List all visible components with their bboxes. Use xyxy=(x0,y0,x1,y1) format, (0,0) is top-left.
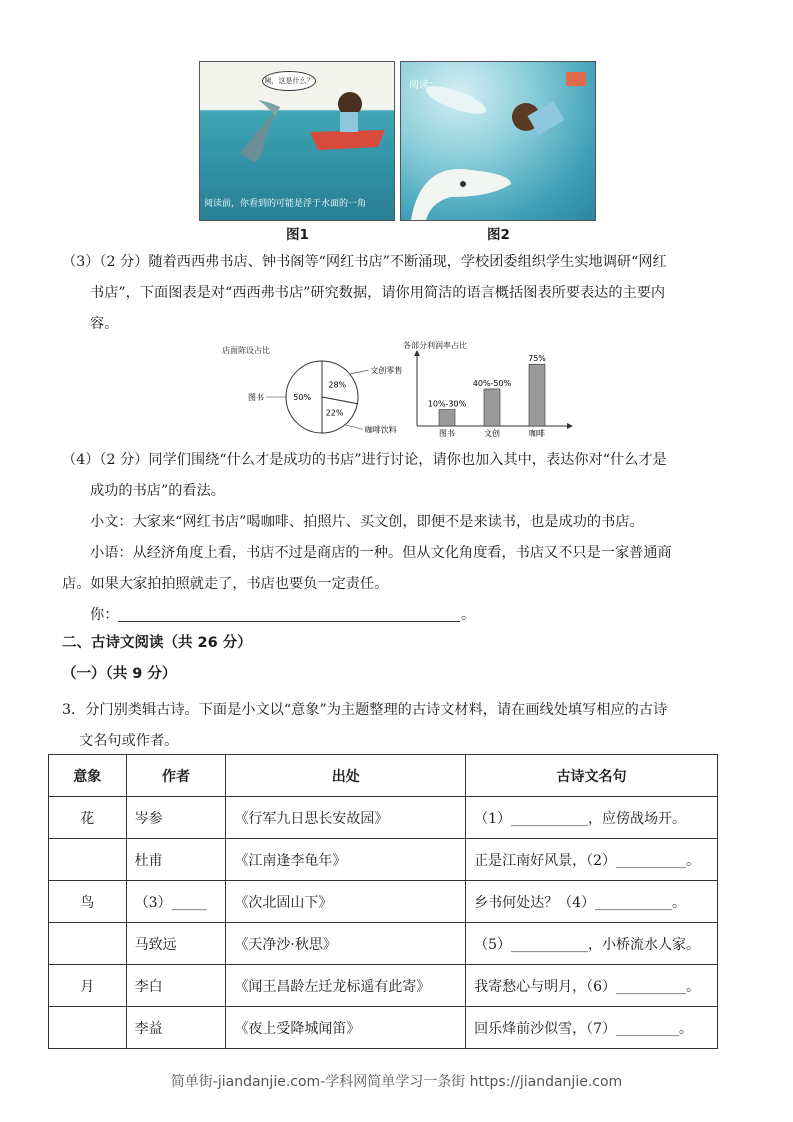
figure-1-caption: 阅读前，你看到的可能是浮于水面的一角 xyxy=(204,199,367,209)
table-row xyxy=(49,923,718,965)
answer-period: 。 xyxy=(461,607,476,623)
cell-verse[interactable]: 乡书何处达？（4）___________。 xyxy=(466,881,718,923)
table-row xyxy=(49,881,718,923)
pie-percent-label: 22% xyxy=(325,408,344,418)
cell-source: 《闻王昌龄左迁龙标遥有此寄》 xyxy=(226,965,466,1007)
pie-leader-line xyxy=(345,425,363,430)
cell-imagery: 月 xyxy=(49,965,127,1007)
cell-source: 《夜上受降城闻笛》 xyxy=(226,1007,466,1049)
cell-verse[interactable]: 回乐烽前沙似雪，（7）_________。 xyxy=(466,1007,718,1049)
pie-category-label: 图书 xyxy=(248,393,264,402)
cell-verse[interactable]: （1）___________，应傍战场开。 xyxy=(466,797,718,839)
cell-author: 马致远 xyxy=(126,923,226,965)
bar-data-label: 75% xyxy=(528,354,546,364)
figure-2-label: 图2 xyxy=(487,227,510,243)
bar-category-label: 咖啡 xyxy=(529,429,545,438)
section-2-sub: （一）（共 9 分） xyxy=(62,666,177,682)
q4-line-1: （4）（2 分）同学们围绕“什么才是成功的书店”进行讨论，请你也加入其中，表达你对“什么才是 xyxy=(62,452,667,468)
cell-source: 《行军九日思长安故园》 xyxy=(226,797,466,839)
bar-data-label: 10%-30% xyxy=(427,399,467,409)
cell-verse[interactable]: （5）___________，小桥流水人家。 xyxy=(466,923,718,965)
cell-source: 《江南逢李龟年》 xyxy=(226,839,466,881)
answer-blank-line[interactable] xyxy=(118,621,460,622)
figure-1-label: 图1 xyxy=(286,227,309,243)
xiaoyu-text-1: 小语：从经济角度上看，书店不过是商店的一种。但从文化角度看，书店又不只是一家普通商 xyxy=(90,545,672,561)
pie-chart-title: 店面陈设占比 xyxy=(222,346,270,355)
bar xyxy=(439,410,455,426)
pie-percent-label: 28% xyxy=(328,380,347,390)
pie-leader-line xyxy=(350,370,369,374)
header-source: 出处 xyxy=(226,755,466,797)
q3-instruction-2: 文名句或作者。 xyxy=(79,733,179,749)
bar-category-label: 文创 xyxy=(484,429,500,438)
pie-chart xyxy=(250,355,410,440)
answer-label: 你： xyxy=(90,607,119,623)
bar-category-label: 图书 xyxy=(439,429,455,438)
cell-source: 《天净沙·秋思》 xyxy=(226,923,466,965)
q4-line-2: 成功的书店”的看法。 xyxy=(90,483,225,499)
speech-bubble: 咦，这是什么？ xyxy=(262,71,316,91)
cell-author: 岑参 xyxy=(126,797,226,839)
xiaoyu-text-2: 店。如果大家拍拍照就走了，书店也要负一定责任。 xyxy=(62,576,389,592)
table-header-row xyxy=(49,755,718,797)
cell-author: 李白 xyxy=(126,965,226,1007)
bar-data-label: 40%-50% xyxy=(472,378,512,388)
bar-chart-title: 各部分利润率占比 xyxy=(403,341,467,350)
header-author: 作者 xyxy=(126,755,226,797)
xiaowen-text: 小文：大家来“网红书店”喝咖啡、拍照片、买文创，即便不是来读书，也是成功的书店。 xyxy=(90,514,644,530)
cell-imagery xyxy=(49,839,127,881)
cell-imagery: 花 xyxy=(49,797,127,839)
figure-2-inner-text: 阅读： xyxy=(409,80,439,91)
cell-verse[interactable]: 正是江南好风景，（2）__________。 xyxy=(466,839,718,881)
bar xyxy=(484,389,500,426)
table-row xyxy=(49,797,718,839)
y-axis-arrow xyxy=(414,350,420,356)
q3-line-1: （3）（2 分）随着西西弗书店、钟书阁等“网红书店”不断涌现，学校团委组织学生实地调研“网红 xyxy=(62,254,667,270)
q3-line-2: 书店”，下面图表是对“西西弗书店”研究数据，请你用简洁的语言概括图表所要表达的主要内 xyxy=(90,285,666,301)
table-row xyxy=(49,1007,718,1049)
page-footer: 简单街-jiandanjie.com-学科网简单学习一条街 https://jiandanjie.com xyxy=(170,1074,623,1090)
bar xyxy=(529,364,545,426)
cell-author[interactable]: （3）_____ xyxy=(126,881,226,923)
pie-percent-label: 50% xyxy=(293,393,312,402)
cell-imagery xyxy=(49,1007,127,1049)
pie-category-label: 文创零售 xyxy=(370,366,403,376)
cell-imagery xyxy=(49,923,127,965)
cell-author: 杜甫 xyxy=(126,839,226,881)
header-imagery: 意象 xyxy=(49,755,127,797)
cell-verse[interactable]: 我寄愁心与明月，（6）__________。 xyxy=(466,965,718,1007)
bar-chart xyxy=(403,350,573,440)
pie-category-label: 咖啡饮料 xyxy=(364,425,397,435)
q3-line-3: 容。 xyxy=(90,316,119,332)
cell-imagery: 鸟 xyxy=(49,881,127,923)
cell-source: 《次北固山下》 xyxy=(226,881,466,923)
header-verse: 古诗文名句 xyxy=(466,755,718,797)
section-2-title: 二、古诗文阅读（共 26 分） xyxy=(62,635,252,651)
x-axis-arrow xyxy=(567,423,573,429)
poem-table xyxy=(48,754,718,1049)
cell-author: 李益 xyxy=(126,1007,226,1049)
figure-2-image xyxy=(400,61,596,221)
table-row xyxy=(49,965,718,1007)
q3-instruction-1: 3．分门别类辑古诗。下面是小文以“意象”为主题整理的古诗文材料，请在画线处填写相应的古诗 xyxy=(62,702,668,718)
table-row xyxy=(49,839,718,881)
